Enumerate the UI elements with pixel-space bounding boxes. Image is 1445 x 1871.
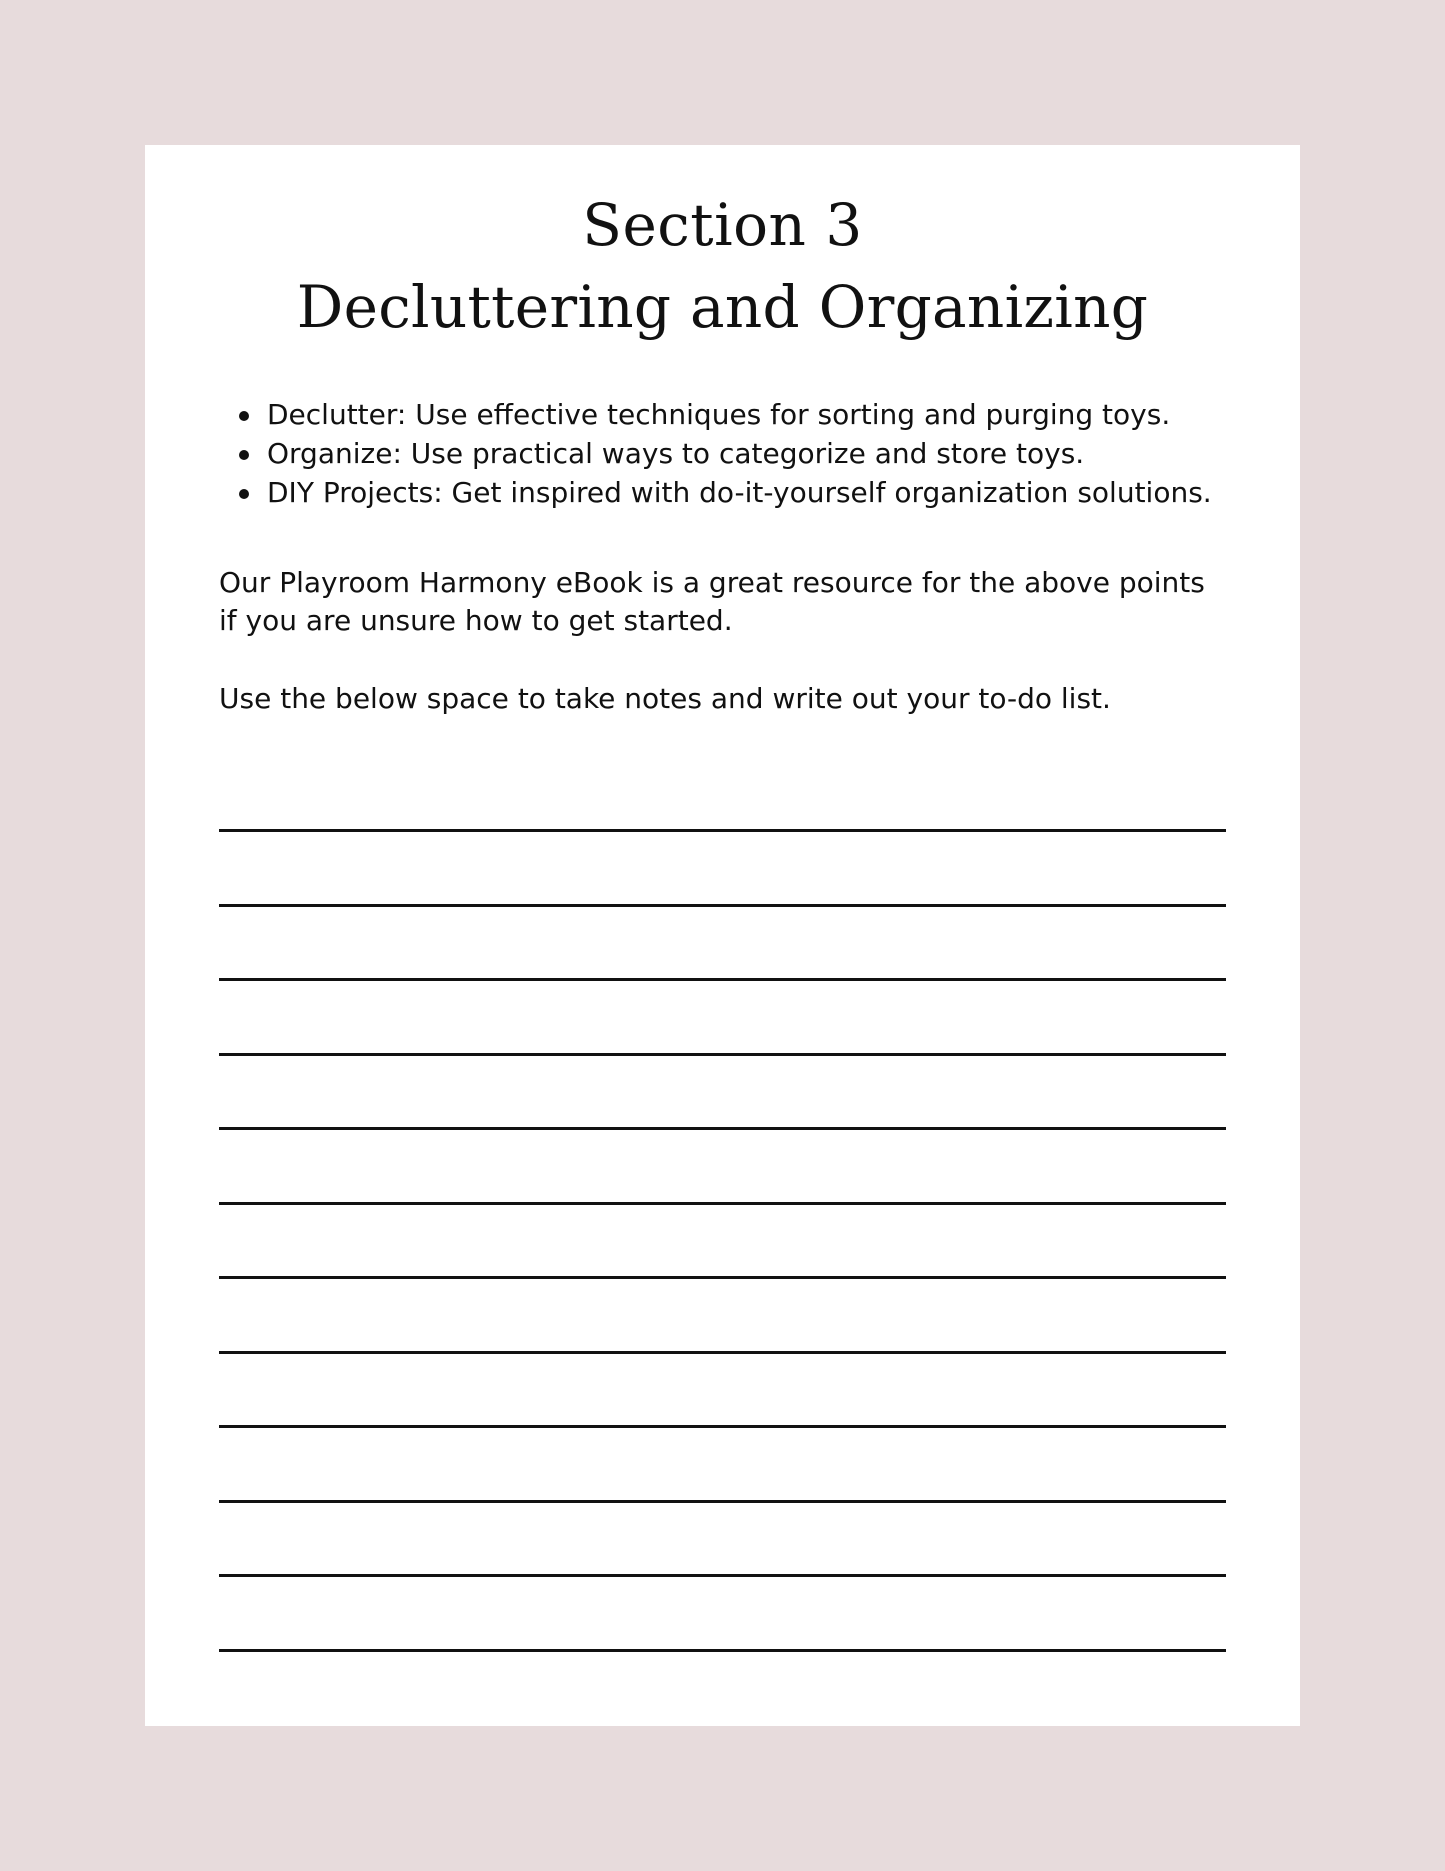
note-line[interactable] (219, 904, 1226, 907)
section-number: Section 3 (582, 191, 863, 259)
section-heading (145, 185, 1300, 349)
note-line[interactable] (219, 1425, 1226, 1428)
resource-paragraph: Our Playroom Harmony eBook is a great resource for the above points if you are unsure how to get started. (219, 566, 1205, 637)
bullet-item-diy-projects: DIY Projects: Get inspired with do-it-yourself organization solutions. (267, 473, 1226, 512)
note-line[interactable] (219, 1500, 1226, 1503)
section-title: Decluttering and Organizing (296, 273, 1149, 341)
bullet-list (219, 395, 1226, 512)
bullet-item-declutter: Declutter: Use effective techniques for sorting and purging toys. (267, 395, 1226, 434)
note-line[interactable] (219, 1053, 1226, 1056)
note-line[interactable] (219, 1276, 1226, 1279)
worksheet-page (145, 145, 1300, 1726)
note-line[interactable] (219, 978, 1226, 981)
bullet-item-organize: Organize: Use practical ways to categorize and store toys. (267, 434, 1226, 473)
note-line[interactable] (219, 1649, 1226, 1652)
note-line[interactable] (219, 829, 1226, 832)
note-line[interactable] (219, 1351, 1226, 1354)
note-line[interactable] (219, 1574, 1226, 1577)
instructions-paragraph: Use the below space to take notes and write out your to-do list. (219, 682, 1111, 715)
content-body (219, 395, 1226, 718)
note-line[interactable] (219, 1202, 1226, 1205)
notes-lines[interactable] (219, 829, 1226, 1723)
note-line[interactable] (219, 1127, 1226, 1130)
